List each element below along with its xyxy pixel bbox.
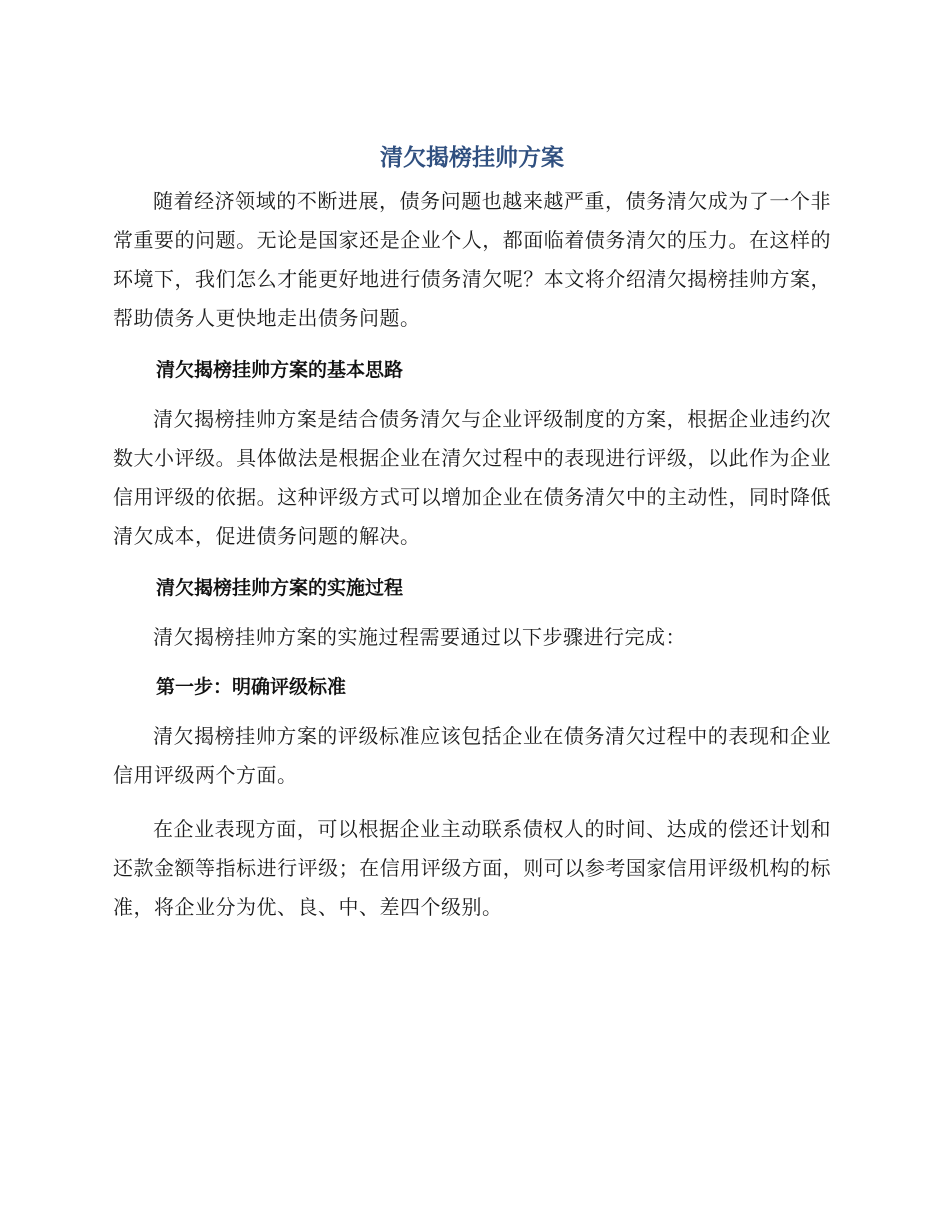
section-basic-idea-paragraph: 清欠揭榜挂帅方案是结合债务清欠与企业评级制度的方案，根据企业违约次数大小评级。具体做法是根据企业在清欠过程中的表现进行评级，以此作为企业信用评级的依据。这种评级方式可以增加企业在债务清欠中的主动性，同时降低清欠成本，促进债务问题的解决。 — [113, 407, 831, 548]
document-page — [113, 140, 831, 927]
section-heading-implementation: 清欠揭榜挂帅方案的实施过程 — [156, 577, 404, 599]
section-heading-basic-idea: 清欠揭榜挂帅方案的基本思路 — [156, 359, 404, 381]
step-one-paragraph-2: 在企业表现方面，可以根据企业主动联系债权人的时间、达成的偿还计划和还款金额等指标进行评级；在信用评级方面，则可以参考国家信用评级机构的标准，将企业分为优、良、中、差四个级别。 — [113, 817, 831, 919]
step-one-heading: 第一步：明确评级标准 — [156, 676, 347, 698]
intro-paragraph: 随着经济领域的不断进展，债务问题也越来越严重，债务清欠成为了一个非常重要的问题。无论是国家还是企业个人，都面临着债务清欠的压力。在这样的环境下，我们怎么才能更好地进行债务清欠呢？本文将介绍清欠揭榜挂帅方案，帮助债务人更快地走出债务问题。 — [113, 189, 831, 330]
document-title: 清欠揭榜挂帅方案 — [380, 145, 564, 171]
section-implementation-paragraph: 清欠揭榜挂帅方案的实施过程需要通过以下步骤进行完成： — [153, 625, 686, 649]
step-one-paragraph-1: 清欠揭榜挂帅方案的评级标准应该包括企业在债务清欠过程中的表现和企业信用评级两个方面。 — [113, 724, 831, 787]
